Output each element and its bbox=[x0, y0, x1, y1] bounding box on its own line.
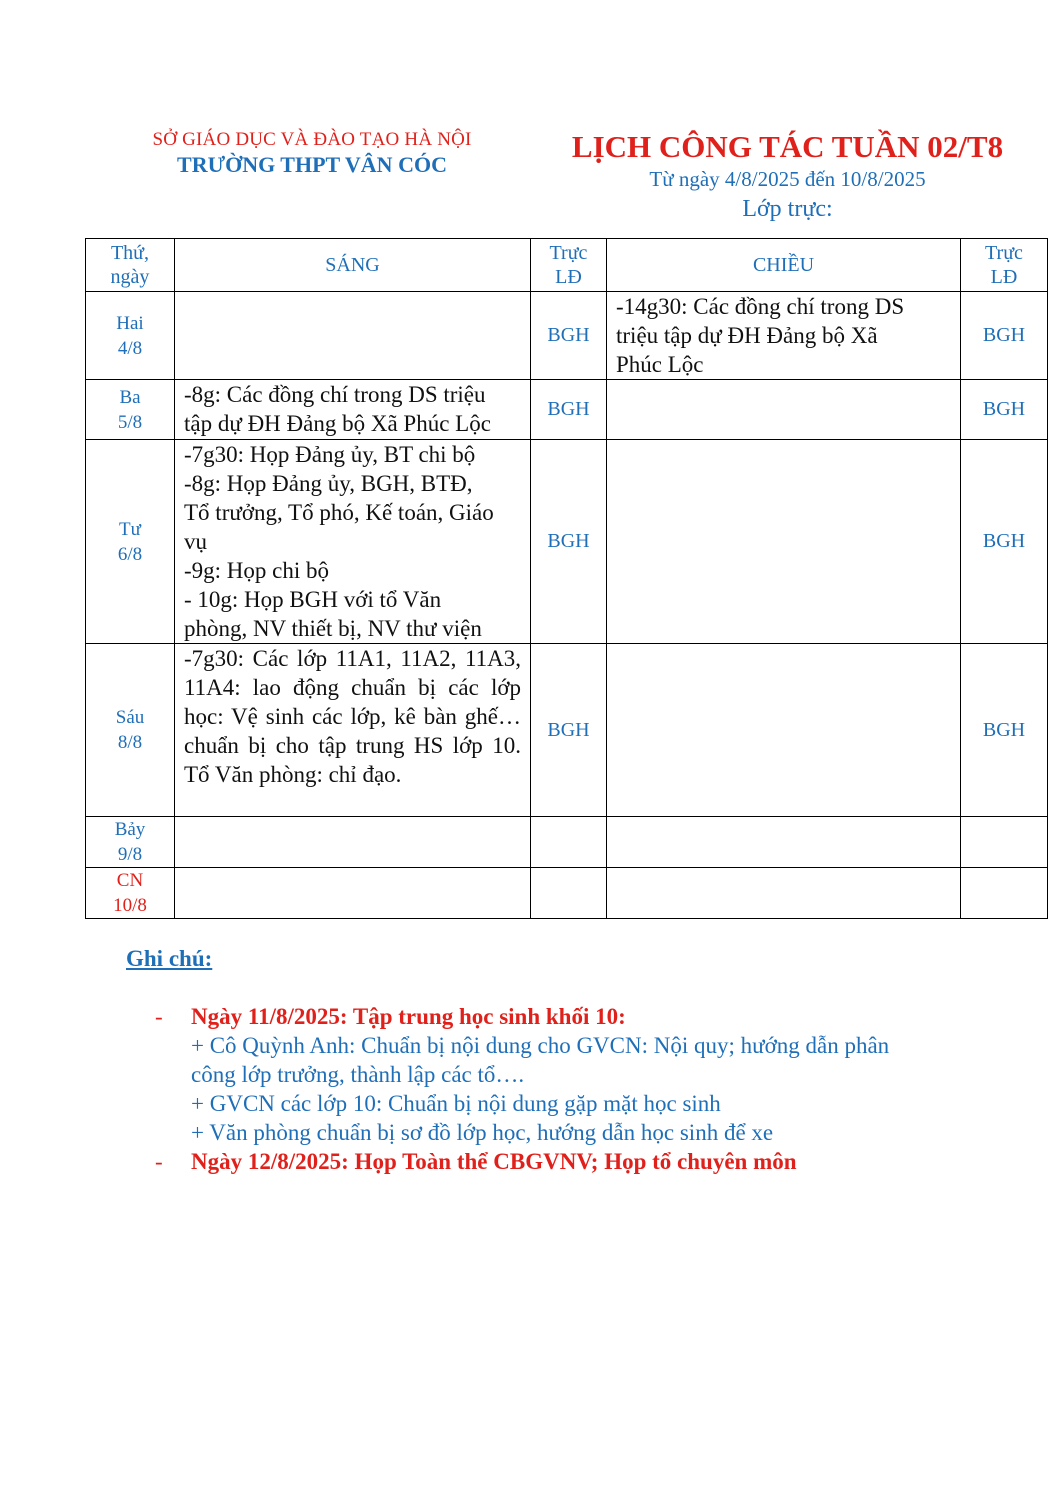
morning-cell: -7g30: Các lớp 11A1, 11A2, 11A3, 11A4: lao động chuẩn bị các lớp học: Vệ sinh các lớp, kê bàn ghế…chuẩn bị cho tập trung HS lớp 10. Tổ Văn phòng: chỉ đạo. bbox=[175, 644, 531, 817]
day-date: 10/8 bbox=[113, 895, 147, 916]
morning-cell bbox=[175, 817, 531, 868]
day-cell bbox=[86, 440, 175, 644]
note-heading: Ngày 12/8/2025: Họp Toàn thể CBGVNV; Họp tổ chuyên môn bbox=[191, 1149, 797, 1174]
morning-duty-cell: BGH bbox=[531, 644, 607, 817]
note-heading: Ngày 11/8/2025: Tập trung học sinh khối 10: bbox=[191, 1004, 626, 1029]
note-sub-line: + Văn phòng chuẩn bị sơ đồ lớp học, hướng dẫn học sinh để xe bbox=[191, 1120, 774, 1145]
table-row bbox=[86, 380, 1048, 440]
ministry-name: SỞ GIÁO DỤC VÀ ĐÀO TẠO HÀ NỘI bbox=[152, 129, 472, 150]
day-name: Tư bbox=[119, 518, 141, 540]
day-cell bbox=[86, 644, 175, 817]
notes-title: Ghi chú: bbox=[126, 946, 213, 971]
table-header-row bbox=[86, 239, 1048, 292]
day-cell bbox=[86, 380, 175, 440]
morning-cell bbox=[175, 380, 531, 440]
morning-line: tập dự ĐH Đảng bộ Xã Phúc Lộc bbox=[184, 411, 491, 436]
header-duty2-line2: LĐ bbox=[990, 266, 1018, 288]
morning-line: - 10g: Họp BGH với tổ Văn bbox=[184, 587, 442, 612]
note-dash: - bbox=[155, 1004, 163, 1029]
afternoon-cell bbox=[607, 292, 961, 380]
morning-duty-cell bbox=[531, 868, 607, 919]
day-name: CN bbox=[116, 870, 144, 891]
header-afternoon-duty bbox=[961, 239, 1048, 292]
day-date: 6/8 bbox=[117, 543, 143, 565]
morning-duty-cell: BGH bbox=[531, 440, 607, 644]
header-afternoon: CHIỀU bbox=[607, 239, 961, 292]
morning-duty-cell: BGH bbox=[531, 380, 607, 440]
header-morning-duty bbox=[531, 239, 607, 292]
header-duty1-line2: LĐ bbox=[555, 266, 582, 288]
afternoon-line: Phúc Lộc bbox=[616, 352, 704, 377]
duty-class: Lớp trực: bbox=[742, 196, 833, 222]
afternoon-cell bbox=[607, 817, 961, 868]
afternoon-duty-cell: BGH bbox=[961, 644, 1048, 817]
afternoon-cell bbox=[607, 644, 961, 817]
morning-duty-cell: BGH bbox=[531, 292, 607, 380]
school-name: TRƯỜNG THPT VÂN CÓC bbox=[177, 152, 447, 177]
header-duty2-line1: Trực bbox=[985, 242, 1023, 264]
header-right bbox=[545, 128, 1030, 226]
morning-line: phòng, NV thiết bị, NV thư viện bbox=[184, 616, 482, 641]
morning-cell bbox=[175, 868, 531, 919]
note-dash: - bbox=[155, 1149, 163, 1174]
afternoon-line: triệu tập dự ĐH Đảng bộ Xã bbox=[616, 323, 878, 348]
table-row bbox=[86, 817, 1048, 868]
header-left bbox=[112, 128, 512, 178]
day-cell bbox=[86, 817, 175, 868]
day-date: 5/8 bbox=[117, 411, 143, 433]
morning-cell bbox=[175, 440, 531, 644]
afternoon-duty-cell bbox=[961, 868, 1048, 919]
note-sub-line: + Cô Quỳnh Anh: Chuẩn bị nội dung cho GVCN: Nội quy; hướng dẫn phân bbox=[191, 1033, 890, 1058]
morning-cell bbox=[175, 292, 531, 380]
header-day bbox=[86, 239, 175, 292]
notes-list bbox=[155, 1002, 1035, 1176]
afternoon-cell bbox=[607, 380, 961, 440]
page-title: LỊCH CÔNG TÁC TUẦN 02/T8 bbox=[571, 129, 1004, 164]
note-sub-line: + GVCN các lớp 10: Chuẩn bị nội dung gặp mặt học sinh bbox=[191, 1091, 721, 1116]
note-sub-line: công lớp trưởng, thành lập các tổ…. bbox=[191, 1062, 525, 1087]
morning-line: -9g: Họp chi bộ bbox=[184, 558, 330, 583]
day-cell bbox=[86, 868, 175, 919]
header-day-line2: ngày bbox=[110, 266, 150, 288]
morning-line: -8g: Họp Đảng ủy, BGH, BTĐ, bbox=[184, 471, 473, 496]
header-duty1-line1: Trực bbox=[549, 242, 588, 264]
day-name: Sáu bbox=[115, 707, 145, 728]
day-name: Hai bbox=[116, 312, 144, 334]
day-date: 9/8 bbox=[117, 844, 143, 865]
afternoon-line: -14g30: Các đồng chí trong DS bbox=[616, 294, 905, 319]
afternoon-cell bbox=[607, 868, 961, 919]
table-row bbox=[86, 440, 1048, 644]
date-range: Từ ngày 4/8/2025 đến 10/8/2025 bbox=[649, 167, 926, 191]
morning-duty-cell bbox=[531, 817, 607, 868]
day-date: 8/8 bbox=[117, 732, 143, 753]
afternoon-duty-cell bbox=[961, 817, 1048, 868]
schedule-table bbox=[85, 238, 1048, 919]
note-item bbox=[155, 1002, 1035, 1147]
morning-line: -7g30: Họp Đảng ủy, BT chi bộ bbox=[184, 442, 476, 467]
morning-line: -8g: Các đồng chí trong DS triệu bbox=[184, 382, 486, 407]
afternoon-cell bbox=[607, 440, 961, 644]
morning-line: Tổ trưởng, Tổ phó, Kế toán, Giáo bbox=[184, 500, 494, 525]
afternoon-duty-cell: BGH bbox=[961, 440, 1048, 644]
afternoon-duty-cell: BGH bbox=[961, 380, 1048, 440]
note-item bbox=[155, 1147, 1035, 1176]
table-row bbox=[86, 644, 1048, 817]
header-morning: SÁNG bbox=[175, 239, 531, 292]
header-day-line1: Thứ, bbox=[110, 242, 150, 264]
table-row bbox=[86, 868, 1048, 919]
afternoon-duty-cell: BGH bbox=[961, 292, 1048, 380]
day-name: Bảy bbox=[114, 819, 146, 840]
table-row bbox=[86, 292, 1048, 380]
day-cell bbox=[86, 292, 175, 380]
day-date: 4/8 bbox=[117, 337, 143, 359]
morning-line: vụ bbox=[184, 529, 207, 554]
day-name: Ba bbox=[119, 386, 141, 408]
